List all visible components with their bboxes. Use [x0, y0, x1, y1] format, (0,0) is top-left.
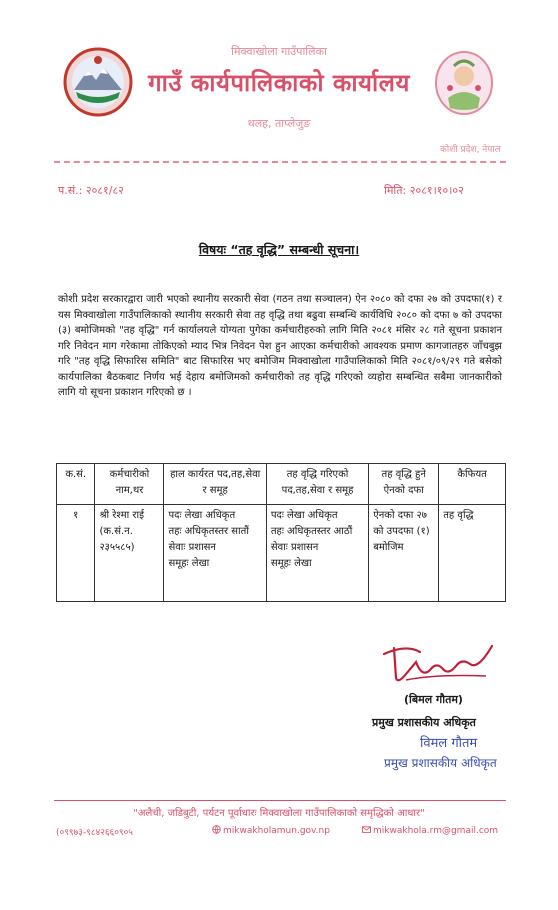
header-serial: क.सं. — [57, 464, 95, 505]
current-service: सेवाः प्रशासन — [168, 542, 216, 553]
signer-title: प्रमुख प्रशासकीय अधिकृत — [372, 716, 476, 729]
website-text: mikwakholamun.gov.np — [223, 826, 330, 836]
footer-motto: "अलैची, जडिबुटी, पर्यटन पूर्वाधारः मिक्वाखोला गाउँपालिकाको समृद्धिको आधार" — [133, 808, 425, 819]
current-level: तहः अधिकृतस्तर सातौं — [168, 526, 249, 537]
footer-divider — [54, 800, 506, 801]
table-header-row — [57, 464, 506, 505]
cell-promoted-post — [266, 505, 368, 602]
envelope-icon — [362, 825, 371, 834]
cell-serial: १ — [57, 505, 95, 602]
cell-remarks: तह वृद्धि — [439, 505, 506, 602]
header-remarks: कैफियत — [439, 464, 506, 505]
province-label: कोशी प्रदेश, नेपाल — [440, 145, 501, 155]
cell-employee — [95, 505, 164, 602]
header-current-post: हाल कार्यरत पद,तह,सेवा र समूह — [164, 464, 266, 505]
employee-id: (क.सं.न. २३५५८५) — [99, 526, 135, 553]
signer-name: (बिमल गौतम) — [404, 693, 463, 706]
promoted-service: सेवाः प्रशासन — [270, 542, 319, 553]
office-pretitle: मिक्वाखोला गाउँपालिका — [231, 45, 327, 58]
promoted-level: तहः अधिकृतस्तर आठौं — [270, 526, 353, 537]
stamp-title: प्रमुख प्रशासकीय अधिकृत — [384, 756, 497, 770]
header-clause: तह वृद्धि हुने ऐनको दफा — [369, 464, 439, 505]
reference-number: प.सं.: २०८१/८२ — [58, 184, 124, 197]
office-title: गाउँ कार्यपालिकाको कार्यालय — [148, 69, 410, 97]
stamp-name: विमल गौतम — [420, 736, 478, 751]
promoted-group: समूहः लेखा — [270, 558, 312, 569]
letter-date: मिति: २०८१।१०।०२ — [384, 184, 464, 197]
header-name: कर्मचारीको नाम,थर — [95, 464, 164, 505]
notice-body: कोशी प्रदेश सरकारद्वारा जारी भएको स्थानीय सरकारी सेवा (गठन तथा सञ्चालन) ऐन २०८० को दफा २७ को उपदफा(१) र यस मिक्वाखोला गाउँपालिकाको स्थानीय सरकारी सेवा तह वृद्धि तथा बढुवा सम्बन्धि कार्यविधि २०८० को दफा ७ को उपदफा (३) बमोजिमको "तह वृद्धि" गर्न कार्यालयले योग्यता पुगेका कर्मचारीहरुको लागि मिति २०८१ मंसिर २८ गते सूचना प्रकाशन गरि निवेदन माग गरेकामा तोकिएको म्याद भित्र निवेदन पेश हुन आएका कर्मचारीको आवश्यक प्रमाण कागजातहरु जाँचबुझ गरि "तह वृद्धि सिफारिस समिति" बाट सिफारिस भए बमोजिम मिक्वाखोला गाउँपालिकाको मिति २०८१/०९/२९ गते बसेको कार्यपालिका बैठकबाट निर्णय भई देहाय बमोजिमको कर्मचारीको तह वृद्धि गरिएको व्यहोरा सम्बन्धित सबैमा जानकारीको लागि यो सूचना प्रकाशन गरिएको छ । — [58, 294, 502, 398]
signature-scribble — [376, 634, 500, 690]
table-row — [57, 505, 506, 602]
current-group: समूहः लेखा — [168, 558, 210, 569]
current-post: पदः लेखा अधिकृत — [168, 510, 236, 521]
footer-phone: (०९९७३-९८४२६६०९०५ — [56, 828, 133, 838]
municipality-logo-icon — [434, 50, 494, 116]
cell-current-post — [164, 505, 266, 602]
footer-website — [212, 825, 330, 836]
promoted-post: पदः लेखा अधिकृत — [270, 510, 338, 521]
employee-name: श्री रेश्मा राई — [99, 510, 144, 521]
letterhead-divider — [54, 161, 506, 163]
office-location: थलह, ताप्लेजुङ — [247, 117, 311, 130]
email-text: mikwakhola.rm@gmail.com — [373, 826, 499, 836]
globe-icon — [212, 825, 221, 834]
subject-text: विषयः “तह वृद्धि” सम्बन्धी सूचना। — [198, 242, 360, 257]
cell-clause: ऐनको दफा २७ को उपदफा (१) बमोजिम — [369, 505, 439, 602]
footer-email — [362, 825, 498, 836]
promotion-table — [56, 463, 506, 602]
subject-line — [0, 241, 558, 258]
header-promoted-post: तह वृद्धि गरिएको पद,तह,सेवा र समूह — [266, 464, 368, 505]
